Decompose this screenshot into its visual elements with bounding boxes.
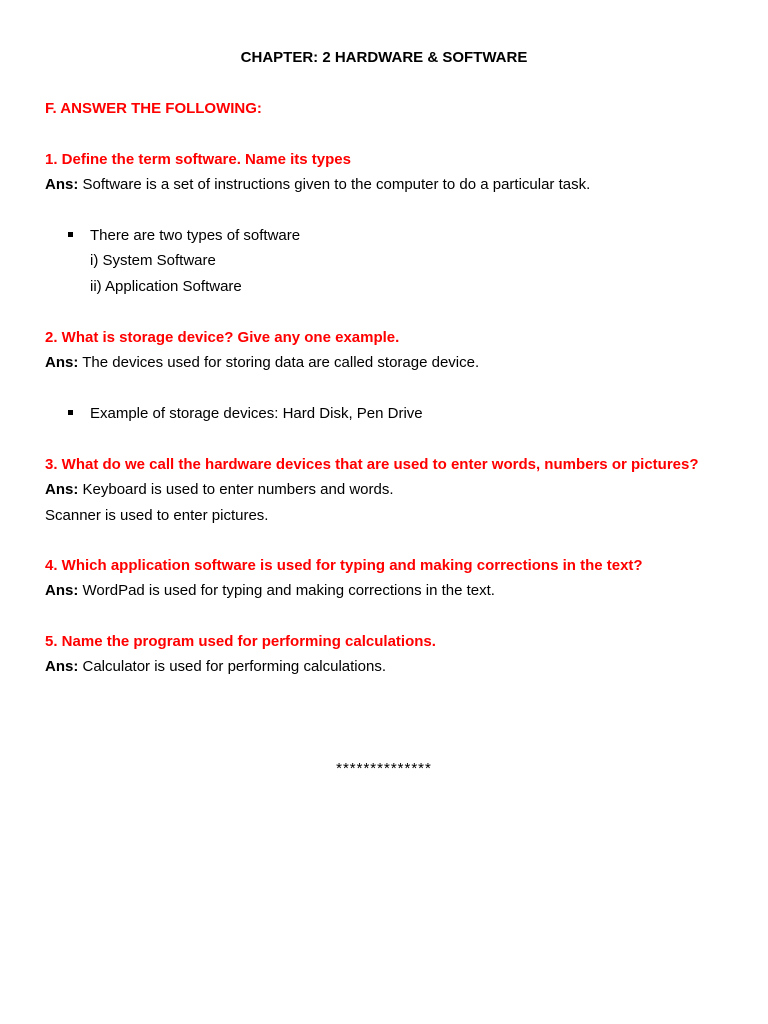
answer-1: Ans: Software is a set of instructions given to the computer to do a particular task. (45, 176, 591, 194)
question-3-block (45, 452, 765, 528)
ans-label: Ans: (45, 354, 79, 372)
answer-5: Ans: Calculator is used for performing calculations. (45, 658, 386, 676)
list-item: There are two types of software (45, 223, 745, 248)
answer-3-line-2: Scanner is used to enter pictures. (45, 506, 269, 524)
list-item: i) System Software (90, 252, 216, 270)
question-4-block (45, 553, 745, 604)
square-bullet-icon (68, 410, 73, 415)
question-4: 4. Which application software is used for typing and making corrections in the text? (45, 557, 643, 574)
end-marker: ************** (336, 760, 432, 777)
question-1-bullets (45, 223, 745, 299)
square-bullet-icon (68, 232, 73, 237)
ans-label: Ans: (45, 176, 79, 194)
answer-3: Ans: Keyboard is used to enter numbers and words. (45, 481, 394, 499)
ans-label: Ans: (45, 582, 79, 600)
list-item: Example of storage devices: Hard Disk, Pen Drive (45, 401, 745, 426)
question-1: 1. Define the term software. Name its types (45, 151, 351, 168)
answer-2: Ans: The devices used for storing data are called storage device. (45, 354, 480, 372)
question-5-block (45, 629, 745, 680)
question-3: 3. What do we call the hardware devices that are used to enter words, numbers or pictures? (45, 456, 699, 473)
list-item: ii) Application Software (90, 277, 242, 295)
question-2-bullets (45, 401, 745, 426)
section-heading: F. ANSWER THE FOLLOWING: (45, 100, 262, 117)
ans-label: Ans: (45, 658, 79, 676)
chapter-title: CHAPTER: 2 HARDWARE & SOFTWARE (240, 49, 528, 66)
answer-4: Ans: WordPad is used for typing and making corrections in the text. (45, 582, 495, 600)
ans-label: Ans: (45, 481, 79, 499)
question-5: 5. Name the program used for performing calculations. (45, 633, 436, 650)
question-2-block (45, 325, 745, 376)
question-1-block (45, 147, 745, 198)
question-2: 2. What is storage device? Give any one example. (45, 329, 400, 346)
